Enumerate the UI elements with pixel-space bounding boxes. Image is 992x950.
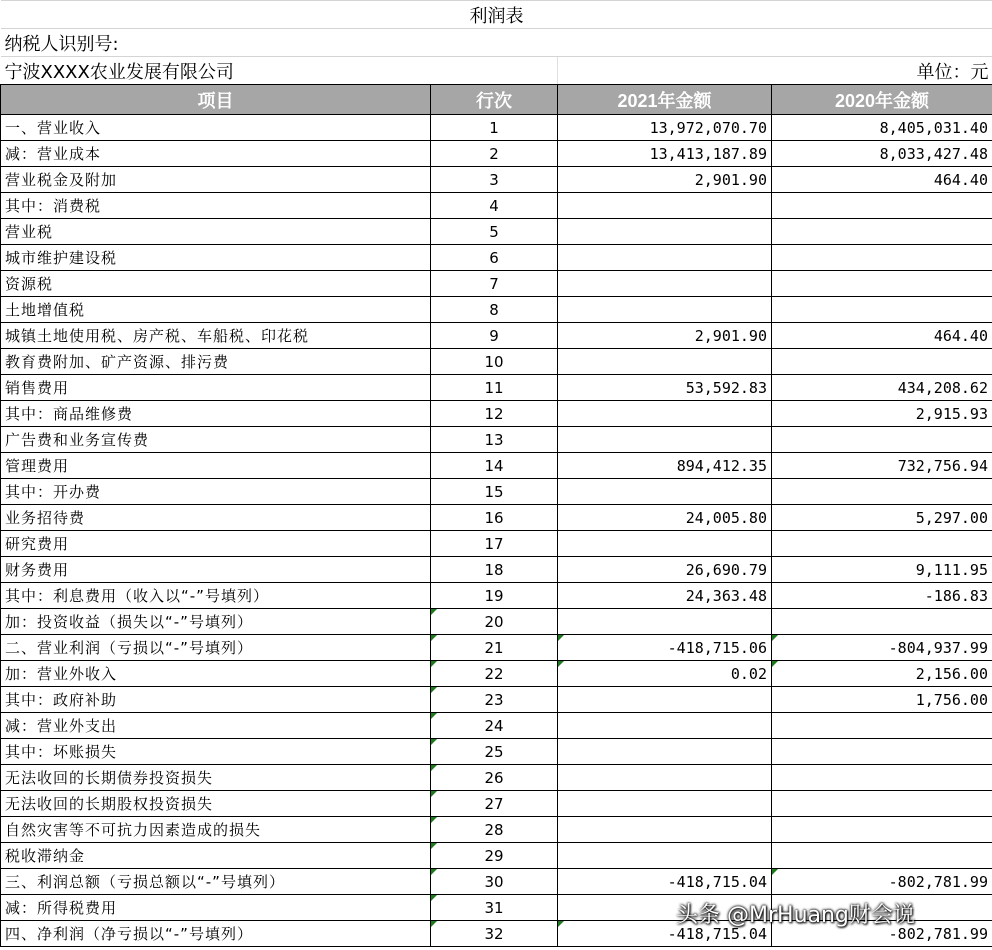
- row-item-cell[interactable]: [1, 531, 431, 557]
- row-line-cell-text: 25: [484, 742, 504, 761]
- error-indicator-icon: [558, 635, 564, 641]
- error-indicator-icon: [772, 661, 778, 667]
- row-item-cell[interactable]: [1, 141, 431, 167]
- row-2021-cell-text: 2,901.90: [694, 170, 767, 189]
- row-line-cell-text: 1: [489, 118, 499, 137]
- row-2021-cell-text: 24,363.48: [685, 586, 767, 605]
- row-item-cell-text: 其中：消费税: [5, 197, 102, 215]
- row-item-cell[interactable]: [1, 349, 431, 375]
- row-item-cell[interactable]: [1, 193, 431, 219]
- row-item-cell[interactable]: [1, 167, 431, 193]
- row-item-cell-text: 业务招待费: [5, 509, 86, 527]
- row-2021-cell[interactable]: [558, 817, 772, 843]
- row-line-cell-text: 12: [484, 404, 504, 423]
- row-item-cell[interactable]: [1, 895, 431, 921]
- table-row: [1, 453, 992, 479]
- row-2020-cell[interactable]: [772, 297, 992, 323]
- row-line-cell-text: 20: [484, 612, 504, 631]
- row-line-cell-text: 7: [489, 274, 499, 293]
- row-line-cell-text: 17: [484, 534, 504, 553]
- table-row: [1, 791, 992, 817]
- error-indicator-icon: [558, 921, 564, 927]
- header-2021-amount[interactable]: 2021年金额: [558, 85, 772, 115]
- row-item-cell-text: 无法收回的长期债券投资损失: [5, 769, 214, 787]
- table-row: [1, 895, 992, 921]
- table-row: [1, 245, 992, 271]
- row-item-cell-text: 财务费用: [5, 561, 70, 579]
- row-2020-cell[interactable]: [772, 505, 992, 531]
- row-2021-cell[interactable]: [558, 687, 772, 713]
- row-2021-cell[interactable]: [558, 115, 772, 141]
- row-2020-cell[interactable]: [772, 323, 992, 349]
- error-indicator-icon: [772, 869, 778, 875]
- error-indicator-icon: [431, 609, 437, 615]
- table-row: [1, 921, 992, 947]
- row-item-cell[interactable]: [1, 687, 431, 713]
- row-line-cell-text: 6: [489, 248, 499, 267]
- row-2021-cell-text: 894,412.35: [676, 456, 767, 475]
- row-item-cell[interactable]: [1, 297, 431, 323]
- table-row: [1, 869, 992, 895]
- row-2020-cell[interactable]: [772, 141, 992, 167]
- row-2020-cell[interactable]: [772, 193, 992, 219]
- row-item-cell[interactable]: [1, 583, 431, 609]
- row-line-cell[interactable]: [431, 921, 558, 947]
- row-line-cell[interactable]: [431, 557, 558, 583]
- row-2020-cell[interactable]: [772, 765, 992, 791]
- row-line-cell-text: 22: [484, 664, 504, 683]
- company-row: [1, 57, 992, 85]
- row-line-cell[interactable]: [431, 141, 558, 167]
- row-2020-cell[interactable]: [772, 453, 992, 479]
- row-line-cell-text: 3: [489, 170, 499, 189]
- row-item-cell[interactable]: [1, 115, 431, 141]
- row-line-cell[interactable]: [431, 245, 558, 271]
- row-line-cell[interactable]: [431, 375, 558, 401]
- table-row: [1, 219, 992, 245]
- row-2020-cell[interactable]: [772, 427, 992, 453]
- row-2020-cell[interactable]: [772, 219, 992, 245]
- row-line-cell[interactable]: [431, 479, 558, 505]
- row-line-cell-text: 32: [484, 924, 504, 943]
- row-2020-cell-text: 1,756.00: [915, 690, 988, 709]
- row-2021-cell[interactable]: [558, 843, 772, 869]
- row-2020-cell-text: 8,405,031.40: [879, 118, 988, 137]
- row-line-cell[interactable]: [431, 869, 558, 895]
- row-2021-cell[interactable]: [558, 375, 772, 401]
- row-2020-cell-text: 9,111.95: [915, 560, 988, 579]
- row-item-cell-text: 教育费附加、矿产资源、排污费: [5, 353, 230, 371]
- row-2021-cell[interactable]: [558, 869, 772, 895]
- row-line-cell[interactable]: [431, 349, 558, 375]
- empty-cell[interactable]: [558, 57, 772, 85]
- row-2020-cell[interactable]: [772, 791, 992, 817]
- row-2020-cell[interactable]: [772, 583, 992, 609]
- error-indicator-icon: [431, 895, 437, 901]
- row-line-cell[interactable]: [431, 271, 558, 297]
- row-2021-cell[interactable]: [558, 661, 772, 687]
- row-item-cell[interactable]: [1, 817, 431, 843]
- row-line-cell-text: 18: [484, 560, 504, 579]
- taxpayer-id-label[interactable]: 纳税人识别号:: [1, 29, 992, 57]
- row-line-cell[interactable]: [431, 739, 558, 765]
- row-2021-cell[interactable]: [558, 427, 772, 453]
- row-2021-cell-text: 13,972,070.70: [649, 118, 767, 137]
- header-row: [1, 85, 992, 115]
- row-2020-cell-text: -804,937.99: [888, 638, 988, 657]
- row-item-cell[interactable]: [1, 921, 431, 947]
- row-line-cell[interactable]: [431, 765, 558, 791]
- header-item[interactable]: 项目: [1, 85, 431, 115]
- row-item-cell-text: 研究费用: [5, 535, 70, 553]
- row-item-cell-text: 资源税: [5, 275, 54, 293]
- row-2020-cell[interactable]: [772, 843, 992, 869]
- row-line-cell-text: 21: [484, 638, 504, 657]
- row-2021-cell[interactable]: [558, 713, 772, 739]
- row-2021-cell[interactable]: [558, 219, 772, 245]
- row-2021-cell[interactable]: [558, 245, 772, 271]
- title-row: [1, 1, 992, 29]
- row-2021-cell[interactable]: [558, 167, 772, 193]
- table-row: [1, 765, 992, 791]
- table-row: [1, 271, 992, 297]
- row-line-cell[interactable]: [431, 167, 558, 193]
- row-item-cell-text: 减：营业外支出: [5, 717, 118, 735]
- error-indicator-icon: [431, 765, 437, 771]
- table-row: [1, 609, 992, 635]
- row-2020-cell-text: 2,915.93: [915, 404, 988, 423]
- row-line-cell-text: 16: [484, 508, 504, 527]
- table-row: [1, 713, 992, 739]
- row-item-cell-text: 土地增值税: [5, 301, 86, 319]
- row-line-cell[interactable]: [431, 505, 558, 531]
- row-2020-cell[interactable]: [772, 635, 992, 661]
- row-line-cell[interactable]: [431, 453, 558, 479]
- table-row: [1, 401, 992, 427]
- row-item-cell-text: 四、净利润（净亏损以“-”号填列）: [5, 925, 253, 943]
- row-item-cell[interactable]: [1, 245, 431, 271]
- row-item-cell-text: 广告费和业务宣传费: [5, 431, 150, 449]
- row-item-cell-text: 管理费用: [5, 457, 70, 475]
- row-line-cell-text: 15: [484, 482, 504, 501]
- row-2021-cell[interactable]: [558, 271, 772, 297]
- row-2021-cell[interactable]: [558, 453, 772, 479]
- table-row: [1, 557, 992, 583]
- table-row: [1, 427, 992, 453]
- row-item-cell[interactable]: [1, 427, 431, 453]
- row-line-cell[interactable]: [431, 661, 558, 687]
- row-line-cell[interactable]: [431, 843, 558, 869]
- row-line-cell-text: 5: [489, 222, 499, 241]
- row-item-cell[interactable]: [1, 661, 431, 687]
- row-item-cell[interactable]: [1, 739, 431, 765]
- row-2020-cell[interactable]: [772, 817, 992, 843]
- row-2020-cell-text: 2,156.00: [915, 664, 988, 683]
- row-item-cell[interactable]: [1, 609, 431, 635]
- row-line-cell-text: 14: [484, 456, 504, 475]
- row-2020-cell[interactable]: [772, 271, 992, 297]
- table-row: [1, 479, 992, 505]
- row-line-cell[interactable]: [431, 193, 558, 219]
- row-2020-cell[interactable]: [772, 739, 992, 765]
- row-item-cell[interactable]: [1, 635, 431, 661]
- table-row: [1, 141, 992, 167]
- row-line-cell[interactable]: [431, 297, 558, 323]
- error-indicator-icon: [431, 687, 437, 693]
- row-item-cell-text: 自然灾害等不可抗力因素造成的损失: [5, 821, 262, 839]
- table-row: [1, 687, 992, 713]
- row-line-cell-text: 19: [484, 586, 504, 605]
- row-2020-cell-text: 8,033,427.48: [879, 144, 988, 163]
- row-item-cell-text: 其中：政府补助: [5, 691, 118, 709]
- row-line-cell-text: 31: [484, 898, 504, 917]
- row-item-cell[interactable]: [1, 271, 431, 297]
- row-line-cell[interactable]: [431, 427, 558, 453]
- error-indicator-icon: [431, 817, 437, 823]
- row-2020-cell[interactable]: [772, 479, 992, 505]
- row-2020-cell[interactable]: [772, 375, 992, 401]
- row-line-cell[interactable]: [431, 895, 558, 921]
- row-item-cell[interactable]: [1, 765, 431, 791]
- row-2020-cell[interactable]: [772, 531, 992, 557]
- error-indicator-icon: [431, 921, 437, 927]
- row-2020-cell-text: -802,781.99: [888, 924, 988, 943]
- row-2021-cell-text: 26,690.79: [685, 560, 767, 579]
- row-2021-cell[interactable]: [558, 635, 772, 661]
- row-2020-cell[interactable]: [772, 687, 992, 713]
- row-2020-cell[interactable]: [772, 609, 992, 635]
- row-2021-cell[interactable]: [558, 297, 772, 323]
- row-line-cell-text: 28: [484, 820, 504, 839]
- table-row: [1, 375, 992, 401]
- row-item-cell[interactable]: [1, 375, 431, 401]
- header-line-no[interactable]: 行次: [431, 85, 558, 115]
- row-2020-cell-text: -802,781.99: [888, 872, 988, 891]
- row-item-cell-text: 其中：商品维修费: [5, 405, 134, 423]
- row-2021-cell-text: -418,715.04: [667, 924, 767, 943]
- row-line-cell-text: 30: [484, 872, 504, 891]
- row-2020-cell[interactable]: [772, 869, 992, 895]
- row-2021-cell[interactable]: [558, 141, 772, 167]
- row-item-cell-text: 减：所得税费用: [5, 899, 118, 917]
- row-line-cell[interactable]: [431, 583, 558, 609]
- row-item-cell-text: 无法收回的长期股权投资损失: [5, 795, 214, 813]
- error-indicator-icon: [772, 635, 778, 641]
- row-2020-cell[interactable]: [772, 661, 992, 687]
- row-2020-cell[interactable]: [772, 895, 992, 921]
- error-indicator-icon: [558, 661, 564, 667]
- row-2020-cell[interactable]: [772, 349, 992, 375]
- row-item-cell-text: 城市维护建设税: [5, 249, 118, 267]
- row-line-cell[interactable]: [431, 713, 558, 739]
- header-2020-amount[interactable]: 2020年金额: [772, 85, 992, 115]
- row-item-cell[interactable]: [1, 479, 431, 505]
- row-2021-cell[interactable]: [558, 193, 772, 219]
- error-indicator-icon: [431, 869, 437, 875]
- table-row: [1, 739, 992, 765]
- row-item-cell-text: 城镇土地使用税、房产税、车船税、印花税: [5, 327, 310, 345]
- table-row: [1, 505, 992, 531]
- row-2021-cell[interactable]: [558, 349, 772, 375]
- row-2020-cell-text: 464.40: [933, 170, 988, 189]
- row-2021-cell-text: -418,715.04: [667, 872, 767, 891]
- row-line-cell[interactable]: [431, 791, 558, 817]
- table-row: [1, 661, 992, 687]
- error-indicator-icon: [431, 661, 437, 667]
- row-item-cell[interactable]: [1, 505, 431, 531]
- table-row: [1, 583, 992, 609]
- error-indicator-icon: [431, 843, 437, 849]
- row-2020-cell[interactable]: [772, 401, 992, 427]
- company-name[interactable]: 宁波XXXX农业发展有限公司: [1, 57, 558, 85]
- row-item-cell-text: 税收滞纳金: [5, 847, 86, 865]
- table-row: [1, 817, 992, 843]
- row-line-cell-text: 4: [489, 196, 499, 215]
- row-2020-cell[interactable]: [772, 167, 992, 193]
- row-item-cell-text: 加：营业外收入: [5, 665, 118, 683]
- table-row: [1, 531, 992, 557]
- row-2020-cell-text: -186.83: [924, 586, 988, 605]
- row-item-cell-text: 其中：利息费用（收入以“-”号填列）: [5, 587, 269, 605]
- row-item-cell-text: 二、营业利润（亏损以“-”号填列）: [5, 639, 253, 657]
- row-2021-cell[interactable]: [558, 505, 772, 531]
- row-line-cell-text: 8: [489, 300, 499, 319]
- row-line-cell-text: 9: [489, 326, 499, 345]
- row-line-cell-text: 26: [484, 768, 504, 787]
- table-row: [1, 167, 992, 193]
- row-item-cell[interactable]: [1, 323, 431, 349]
- row-2021-cell-text: 53,592.83: [685, 378, 767, 397]
- taxpayer-row: [1, 29, 992, 57]
- row-line-cell[interactable]: [431, 817, 558, 843]
- row-line-cell-text: 29: [484, 846, 504, 865]
- table-row: [1, 297, 992, 323]
- row-2020-cell-text: 434,208.62: [897, 378, 988, 397]
- row-2021-cell[interactable]: [558, 739, 772, 765]
- row-2021-cell[interactable]: [558, 765, 772, 791]
- row-2021-cell[interactable]: [558, 401, 772, 427]
- row-item-cell-text: 营业税金及附加: [5, 171, 118, 189]
- unit-label[interactable]: 单位：元: [772, 57, 992, 85]
- row-line-cell-text: 2: [489, 144, 499, 163]
- row-item-cell-text: 销售费用: [5, 379, 70, 397]
- row-line-cell[interactable]: [431, 609, 558, 635]
- watermark: 头条 @MrHuang财会说: [676, 903, 915, 928]
- row-item-cell[interactable]: [1, 453, 431, 479]
- error-indicator-icon: [431, 791, 437, 797]
- row-2020-cell-text: 464.40: [933, 326, 988, 345]
- row-line-cell[interactable]: [431, 115, 558, 141]
- row-item-cell-text: 一、营业收入: [5, 119, 102, 137]
- row-item-cell[interactable]: [1, 219, 431, 245]
- row-2020-cell[interactable]: [772, 557, 992, 583]
- sheet-title[interactable]: 利润表: [1, 1, 992, 29]
- row-2021-cell[interactable]: [558, 791, 772, 817]
- row-item-cell-text: 三、利润总额（亏损总额以“-”号填列）: [5, 873, 285, 891]
- row-line-cell[interactable]: [431, 323, 558, 349]
- row-item-cell[interactable]: [1, 557, 431, 583]
- row-2020-cell-text: 5,297.00: [915, 508, 988, 527]
- row-2021-cell-text: 0.02: [730, 664, 767, 683]
- row-2021-cell-text: 2,901.90: [694, 326, 767, 345]
- row-2021-cell[interactable]: [558, 895, 772, 921]
- row-2020-cell[interactable]: [772, 115, 992, 141]
- row-item-cell-text: 减：营业成本: [5, 145, 102, 163]
- error-indicator-icon: [431, 739, 437, 745]
- row-item-cell-text: 加：投资收益（损失以“-”号填列）: [5, 613, 253, 631]
- row-item-cell[interactable]: [1, 843, 431, 869]
- row-2021-cell-text: -418,715.06: [667, 638, 767, 657]
- row-line-cell[interactable]: [431, 687, 558, 713]
- row-item-cell[interactable]: [1, 401, 431, 427]
- row-line-cell[interactable]: [431, 531, 558, 557]
- error-indicator-icon: [431, 713, 437, 719]
- error-indicator-icon: [431, 635, 437, 641]
- row-item-cell[interactable]: [1, 713, 431, 739]
- row-2021-cell[interactable]: [558, 609, 772, 635]
- table-row: [1, 349, 992, 375]
- table-row: [1, 193, 992, 219]
- table-row: [1, 635, 992, 661]
- row-2021-cell[interactable]: [558, 531, 772, 557]
- row-line-cell-text: 13: [484, 430, 504, 449]
- table-row: [1, 843, 992, 869]
- row-2020-cell[interactable]: [772, 713, 992, 739]
- row-line-cell-text: 24: [484, 716, 504, 735]
- row-2020-cell[interactable]: [772, 921, 992, 947]
- row-line-cell[interactable]: [431, 219, 558, 245]
- row-line-cell-text: 23: [484, 690, 504, 709]
- row-line-cell[interactable]: [431, 401, 558, 427]
- row-2021-cell-text: 13,413,187.89: [649, 144, 767, 163]
- row-item-cell-text: 其中：开办费: [5, 483, 102, 501]
- row-line-cell-text: 11: [484, 378, 504, 397]
- row-2021-cell-text: 24,005.80: [685, 508, 767, 527]
- row-item-cell[interactable]: [1, 869, 431, 895]
- row-item-cell-text: 其中：坏账损失: [5, 743, 118, 761]
- row-2021-cell[interactable]: [558, 583, 772, 609]
- row-item-cell-text: 营业税: [5, 223, 54, 241]
- row-2021-cell[interactable]: [558, 557, 772, 583]
- row-2020-cell[interactable]: [772, 245, 992, 271]
- row-line-cell-text: 10: [484, 352, 504, 371]
- row-line-cell-text: 27: [484, 794, 504, 813]
- row-2021-cell[interactable]: [558, 323, 772, 349]
- table-row: [1, 115, 992, 141]
- row-item-cell[interactable]: [1, 791, 431, 817]
- row-line-cell[interactable]: [431, 635, 558, 661]
- row-2021-cell[interactable]: [558, 921, 772, 947]
- row-2021-cell[interactable]: [558, 479, 772, 505]
- row-2020-cell-text: 732,756.94: [897, 456, 988, 475]
- table-row: [1, 323, 992, 349]
